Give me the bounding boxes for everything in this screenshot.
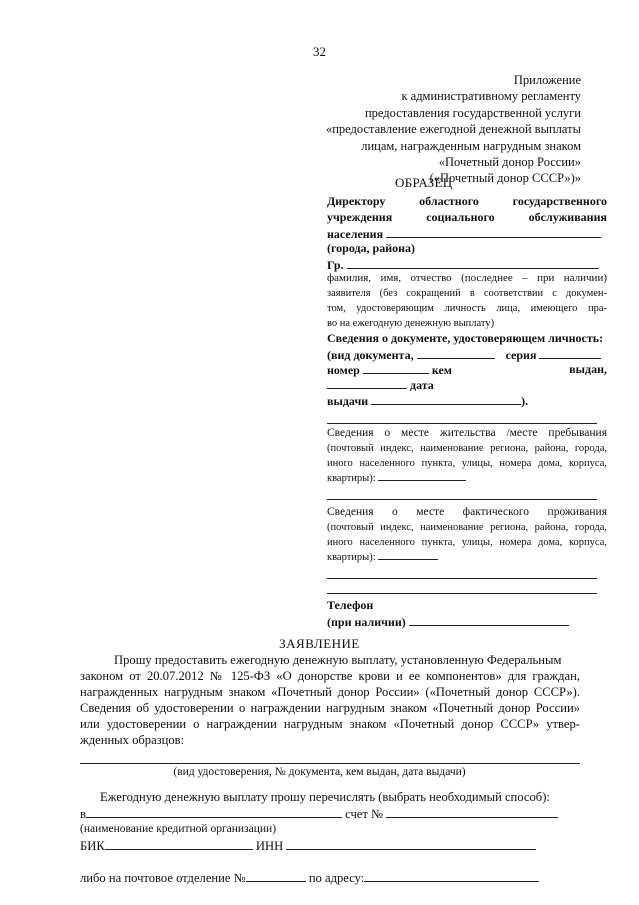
applicant-hint-1: фамилия, имя, отчество (последнее – при наличии) <box>327 272 607 284</box>
appendix-line: предоставления государственной услуги <box>364 105 581 120</box>
id-doc-kem-label: кем <box>431 363 452 377</box>
sample-label: ОБРАЗЕЦ <box>395 175 453 190</box>
appendix-line: «предоставление ежегодной денежной выплаты <box>325 122 581 137</box>
payment-post-row <box>80 870 580 887</box>
applicant-name-line[interactable] <box>347 257 599 269</box>
id-doc-date-line[interactable] <box>371 393 521 405</box>
cert-hint: (вид удостоверения, № документа, кем выдан, дата выдачи) <box>173 766 466 778</box>
payment-bik-row <box>80 838 580 855</box>
applicant-hint-2: заявителя (без сокращений в соответствии с докумен- <box>327 288 607 299</box>
payment-bank-row <box>80 806 580 823</box>
addressee-naselenie: населения <box>327 227 384 241</box>
payment-bik-line[interactable] <box>105 838 253 850</box>
residence-address-line[interactable] <box>378 471 466 481</box>
actual-extra-line-2[interactable] <box>327 593 597 594</box>
payment-inn-line[interactable] <box>286 838 536 850</box>
residence-line-3: иного населенного пункта, улицы, номера дома, корпуса, <box>327 458 607 469</box>
cert-line[interactable] <box>80 763 580 764</box>
addressee-input-line[interactable] <box>386 226 601 238</box>
id-doc-number-line[interactable] <box>363 362 429 374</box>
actual-line-3: иного населенного пункта, улицы, номера дома, корпуса, <box>327 537 607 548</box>
id-doc-heading: Сведения о документе, удостоверяющем личность: <box>327 331 604 345</box>
id-doc-row-2 <box>327 362 607 378</box>
payment-intro: Ежегодную денежную выплату прошу перечислять (выбрать необходимый способ): <box>100 790 550 804</box>
id-doc-vydan-label: выдан, <box>569 362 607 376</box>
addressee-line-1: Директору областного государственного <box>327 194 607 208</box>
actual-extra-line-1[interactable] <box>327 578 597 579</box>
appendix-line: лицам, награжденным нагрудным знаком <box>361 138 581 153</box>
appendix-line: Приложение <box>513 73 581 87</box>
appendix-header <box>326 72 581 187</box>
payment-address-line[interactable] <box>364 870 539 882</box>
residence-extra-line[interactable] <box>327 499 597 500</box>
payment-bik-label: БИК <box>80 839 105 853</box>
id-doc-vydachi-label: выдачи <box>327 394 369 408</box>
addressee-line-4: (города, района) <box>327 241 416 255</box>
payment-inn-label: ИНН <box>255 839 284 853</box>
id-doc-row-4 <box>327 393 607 409</box>
id-doc-row-3 <box>327 377 607 393</box>
id-doc-nomer-label: номер <box>327 363 360 377</box>
statement-p2: законом от 20.07.2012 № 125-ФЗ «О донорстве крови и ее компонентов» для граждан, <box>80 669 580 683</box>
statement-p1: Прошу предоставить ежегодную денежную выплату, установленную Федеральным <box>114 653 562 667</box>
payment-v-label: в <box>80 807 86 821</box>
actual-line-1: Сведения о месте фактического проживания <box>327 506 607 518</box>
actual-kvartiry-label: квартиры): <box>327 552 376 563</box>
residence-kvartiry-label: квартиры): <box>327 473 376 484</box>
actual-line-4 <box>327 550 607 565</box>
phone-line[interactable] <box>409 614 569 626</box>
id-doc-row-1 <box>327 347 607 363</box>
page-number: 32 <box>313 44 326 59</box>
statement-title: ЗАЯВЛЕНИЕ <box>279 636 360 651</box>
statement-p4: Сведения об удостоверении о награждении нагрудным знаком «Почетный донор России» <box>80 701 580 715</box>
residence-line-4 <box>327 471 607 486</box>
payment-post-number-line[interactable] <box>246 870 306 882</box>
statement-p6: жденных образцов: <box>80 733 185 747</box>
addressee-line-2: учреждения социального обслуживания <box>327 210 607 224</box>
statement-p3: награжденных нагрудным знаком «Почетный донор России» («Почетный донор СССР»). <box>80 685 580 699</box>
addressee-line-3 <box>327 226 607 242</box>
phone-label: Телефон <box>327 598 374 612</box>
id-doc-series-line[interactable] <box>539 347 601 359</box>
payment-post-label: либо на почтовое отделение № <box>80 871 246 885</box>
payment-account-line[interactable] <box>386 806 558 818</box>
id-doc-type-line[interactable] <box>417 347 495 359</box>
id-doc-extra-line[interactable] <box>327 423 597 424</box>
appendix-line: («Почетный донор СССР»)» <box>429 171 581 186</box>
id-doc-data-label: дата <box>410 378 434 392</box>
applicant-prefix: Гр. <box>327 258 344 272</box>
applicant-hint-3: том, удостоверяющим личность лица, имеющего пра- <box>327 303 607 314</box>
actual-address-line[interactable] <box>378 550 438 560</box>
appendix-line: к административному регламенту <box>401 89 581 104</box>
phone-hint: (при наличии) <box>327 615 406 629</box>
residence-line-1: Сведения о месте жительства /месте пребывания <box>327 427 607 439</box>
statement-p5: или удостоверении о награждении нагрудным знаком «Почетный донор СССР» утвер- <box>80 717 580 731</box>
actual-line-2: (почтовый индекс, наименование региона, района, города, <box>327 522 607 533</box>
id-doc-vid-label: (вид документа, <box>327 348 414 362</box>
id-doc-seria-label: серия <box>505 348 537 362</box>
applicant-hint-4: во на ежегодную денежную выплату) <box>327 318 495 329</box>
payment-bank-line[interactable] <box>86 806 342 818</box>
id-doc-close: ). <box>521 394 529 408</box>
appendix-line: «Почетный донор России» <box>438 155 581 170</box>
payment-account-label: счет № <box>345 807 384 821</box>
id-doc-issuer-line[interactable] <box>327 377 407 389</box>
payment-bank-hint: (наименование кредитной организации) <box>80 823 277 835</box>
payment-address-label: по адресу: <box>308 871 365 885</box>
residence-line-2: (почтовый индекс, наименование региона, района, города, <box>327 443 607 454</box>
phone-row <box>327 614 607 630</box>
